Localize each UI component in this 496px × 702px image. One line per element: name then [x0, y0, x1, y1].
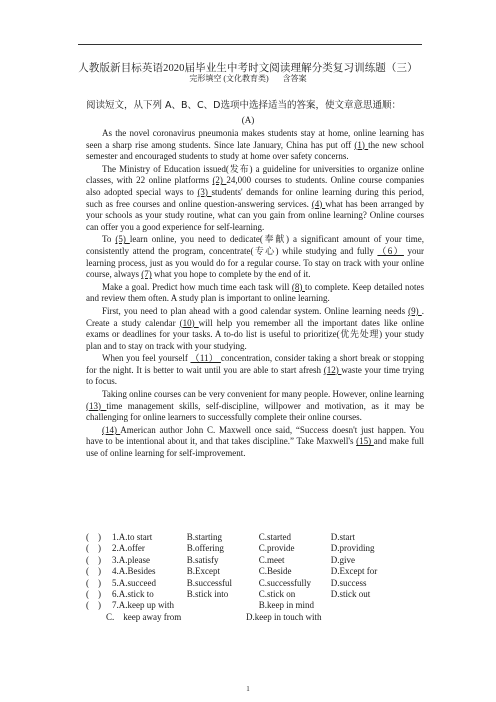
header-rule	[78, 44, 422, 45]
subtitle-category: 完形填空 (文化教育类)	[189, 74, 269, 83]
blank-10: (10)	[179, 317, 199, 328]
blank-3: (3)	[197, 186, 212, 197]
blank-4: (4)	[311, 198, 326, 209]
paragraph-5: First, you need to plan ahead with a good calendar system. Online learning needs (9) . Create a study calendar (10) will help you remember all the important dates like online exams or deadlines for your tasks. A to-do list is useful to prioritize(优先处理) your study plan and to stay on track with your studying.	[86, 305, 425, 351]
option-row-5: ( ) 5. A.succeed B.successful C.successfully D.success	[86, 577, 367, 588]
blank-1: (1)	[354, 139, 369, 150]
paragraph-6: When you feel yourself （11） concentration, consider taking a short break or stopping for the night. It is better to wait until you are able to start afresh (12) waste your time trying to focus.	[86, 353, 425, 387]
section-label: (A)	[241, 115, 255, 125]
instruction-text: 阅读短文，从下列 A、B、C、D选项中选择适当的答案，使文章意思通顺：	[86, 100, 401, 111]
page-number: 1	[246, 685, 250, 693]
blank-15: (15)	[356, 436, 374, 447]
blank-13: (13)	[86, 400, 107, 411]
option-row-4: ( ) 4. A.Besides B.Except C.Beside D.Except for	[86, 566, 378, 577]
blank-14: (14)	[102, 424, 121, 435]
passage-body	[86, 128, 424, 461]
blank-7: (7)	[141, 269, 152, 280]
document-subtitle	[0, 73, 496, 84]
option-row-1: ( ) 1. A.to start B.starting C.started D.start	[86, 532, 355, 542]
blank-2: (2)	[212, 175, 227, 186]
option-row-6: ( ) 6. A.stick to B.stick into C.stick on D.stick out	[86, 589, 371, 600]
paragraph-8: (14) American author John C. Maxwell once said, “Success doesn't just happen. You have to be intentional about it, and that takes discipline.” Take Maxwell's (15) and make full use of online learning for self-improvement.	[86, 424, 425, 459]
option-row-7b: C. keep away from D.keep in touch with	[106, 611, 322, 622]
option-row-2: ( ) 2. A.offer B.offering C.provide D.providing	[86, 543, 375, 554]
blank-12: (12)	[323, 364, 342, 375]
blank-8: (8)	[291, 281, 305, 292]
paragraph-1: As the novel coronavirus pneumonia makes students stay at home, online learning has seen a sharp rise among students. Since late January, China has put off (1) the new school semester and encouraged students to study at home over safety concerns.	[86, 128, 424, 162]
option-row-3: ( ) 3. A.please B.satisfy C.meet D.give	[86, 554, 355, 565]
subtitle-answers-note: 含答案	[282, 74, 307, 83]
paragraph-7: Taking online courses can be very convenient for many people. However, online learning (13) time management skills, self-discipline, willpower and motivation, as it may be challenging for online learners to successfully complete their online courses.	[86, 389, 424, 423]
option-row-7a: ( ) 7. A.keep up with B.keep in mind	[86, 600, 314, 611]
answer-options	[86, 532, 424, 623]
blank-6: （6）	[377, 245, 404, 256]
blank-11: （11）	[190, 353, 221, 364]
document-title: 人教版新目标英语2020届毕业生中考时文阅读理解分类复习训练题（三）	[78, 63, 418, 74]
blank-9: (9)	[408, 305, 422, 316]
paragraph-4: Make a goal. Predict how much time each task will (8) to complete. Keep detailed notes and review them often. A study plan is important to online learning.	[86, 281, 424, 304]
blank-5: (5)	[115, 234, 130, 245]
paragraph-2: The Ministry of Education issued(发布) a guideline for universities to organize online classes, with 22 online platforms (2) 24,000 courses to students. Online course companies also adopted special ways to (3) students' demands for online learning during this period, such as free courses and online question-answering services. (4) what has been arranged by your schools as your study routine, what can you gain from online learning? Online courses can offer you a good experience for self-learning.	[86, 163, 424, 232]
paragraph-3: To (5) learn online, you need to dedicate(奉献) a significant amount of your time, consistently attend the program, concentrate(专心) while studying and fully （6） your learning process, just as you would do for a regular course. To stay on track with your online course, always (7) what you hope to complete by the end of it.	[86, 234, 425, 280]
